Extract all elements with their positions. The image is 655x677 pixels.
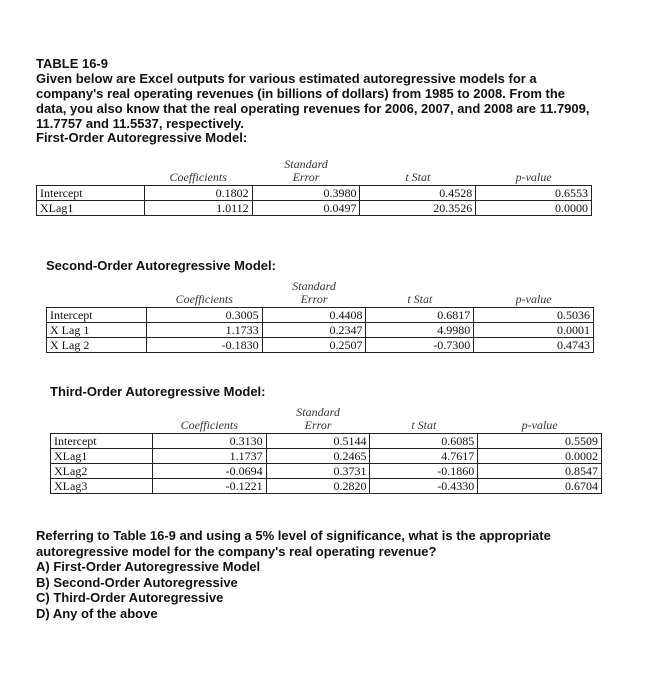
std-error-value: 0.2347 <box>262 323 366 338</box>
p-value-header: p-value <box>474 276 594 308</box>
header-row <box>51 402 602 434</box>
coefficient-value: -0.1221 <box>152 479 266 494</box>
answer-option: D) Any of the above <box>36 605 158 621</box>
row-label: X Lag 2 <box>47 338 147 353</box>
t-stat-value: 20.3526 <box>360 201 476 216</box>
p-value-value: 0.5036 <box>474 308 594 323</box>
std-error-value: 0.3731 <box>266 464 370 479</box>
table-row <box>47 323 594 338</box>
answer-option: C) Third-Order Autoregressive <box>36 590 224 605</box>
t-stat-value: -0.1860 <box>370 464 478 479</box>
t-stat-value: -0.7300 <box>366 338 474 353</box>
answer-option: A) First-Order Autoregressive Model <box>36 559 261 574</box>
blank-header <box>37 154 145 186</box>
t-stat-header: t Stat <box>370 402 478 434</box>
p-value-value: 0.6704 <box>478 479 602 494</box>
table-row <box>37 201 592 216</box>
p-value-header: p-value <box>478 402 602 434</box>
header-row <box>47 276 594 308</box>
std-error-header: Standard Error <box>262 276 366 308</box>
p-value-value: 0.8547 <box>478 464 602 479</box>
std-error-value: 0.2820 <box>266 479 370 494</box>
coefficient-value: -0.1830 <box>146 338 262 353</box>
coefficient-value: 0.3130 <box>152 434 266 449</box>
table-title: TABLE 16-9 <box>36 56 108 71</box>
third-order-table <box>50 402 602 494</box>
question-block <box>36 528 626 621</box>
first-order-table <box>36 154 592 216</box>
coefficient-value: 1.1733 <box>146 323 262 338</box>
intro-line: company's real operating revenues (in billions of dollars) from 1985 to 2008. From the <box>36 86 566 101</box>
blank-header <box>51 402 153 434</box>
blank-header <box>47 276 147 308</box>
table-row <box>47 338 594 353</box>
coefficients-header: Coefficients <box>144 154 252 186</box>
question-line: autoregressive model for the company's real operating revenue? <box>36 543 437 559</box>
table-row <box>47 308 594 323</box>
std-error-value: 0.2507 <box>262 338 366 353</box>
intro-line: Given below are Excel outputs for various estimated autoregressive models for a <box>36 71 537 86</box>
std-error-header: Standard Error <box>252 154 360 186</box>
table-row <box>37 186 592 201</box>
row-label: Intercept <box>37 186 145 201</box>
t-stat-value: 0.6817 <box>366 308 474 323</box>
t-stat-value: 0.4528 <box>360 186 476 201</box>
row-label: XLag1 <box>37 201 145 216</box>
coefficients-header: Coefficients <box>146 276 262 308</box>
t-stat-value: -0.4330 <box>370 479 478 494</box>
row-label: XLag1 <box>51 449 153 464</box>
table-row <box>51 434 602 449</box>
row-label: Intercept <box>51 434 153 449</box>
t-stat-header: t Stat <box>360 154 476 186</box>
answer-option: B) Second-Order Autoregressive <box>36 574 238 590</box>
p-value-value: 0.6553 <box>476 186 592 201</box>
intro-line: 11.7757 and 11.5537, respectively. <box>36 116 244 131</box>
third-order-title: Third-Order Autoregressive Model: <box>50 384 266 399</box>
std-error-value: 0.4408 <box>262 308 366 323</box>
coefficient-value: -0.0694 <box>152 464 266 479</box>
p-value-value: 0.0001 <box>474 323 594 338</box>
t-stat-header: t Stat <box>366 276 474 308</box>
second-order-title: Second-Order Autoregressive Model: <box>46 258 276 273</box>
row-label: XLag3 <box>51 479 153 494</box>
table-row <box>51 479 602 494</box>
first-order-title: First-Order Autoregressive Model: <box>36 130 248 145</box>
coefficient-value: 1.1737 <box>152 449 266 464</box>
p-value-value: 0.0000 <box>476 201 592 216</box>
table-row <box>51 464 602 479</box>
t-stat-value: 4.7617 <box>370 449 478 464</box>
p-value-value: 0.4743 <box>474 338 594 353</box>
p-value-header: p-value <box>476 154 592 186</box>
std-error-value: 0.5144 <box>266 434 370 449</box>
header-row <box>37 154 592 186</box>
coefficient-value: 1.0112 <box>144 201 252 216</box>
t-stat-value: 4.9980 <box>366 323 474 338</box>
std-error-value: 0.2465 <box>266 449 370 464</box>
p-value-value: 0.5509 <box>478 434 602 449</box>
row-label: X Lag 1 <box>47 323 147 338</box>
row-label: Intercept <box>47 308 147 323</box>
std-error-value: 0.3980 <box>252 186 360 201</box>
t-stat-value: 0.6085 <box>370 434 478 449</box>
problem-heading <box>36 56 606 131</box>
coefficients-header: Coefficients <box>152 402 266 434</box>
coefficient-value: 0.3005 <box>146 308 262 323</box>
table-row <box>51 449 602 464</box>
intro-line: data, you also know that the real operating revenues for 2006, 2007, and 2008 are 11.7909, <box>36 101 590 116</box>
std-error-header: Standard Error <box>266 402 370 434</box>
row-label: XLag2 <box>51 464 153 479</box>
std-error-value: 0.0497 <box>252 201 360 216</box>
p-value-value: 0.0002 <box>478 449 602 464</box>
coefficient-value: 0.1802 <box>144 186 252 201</box>
second-order-table <box>46 276 594 353</box>
question-line: Referring to Table 16-9 and using a 5% level of significance, what is the appropriate <box>36 528 551 543</box>
